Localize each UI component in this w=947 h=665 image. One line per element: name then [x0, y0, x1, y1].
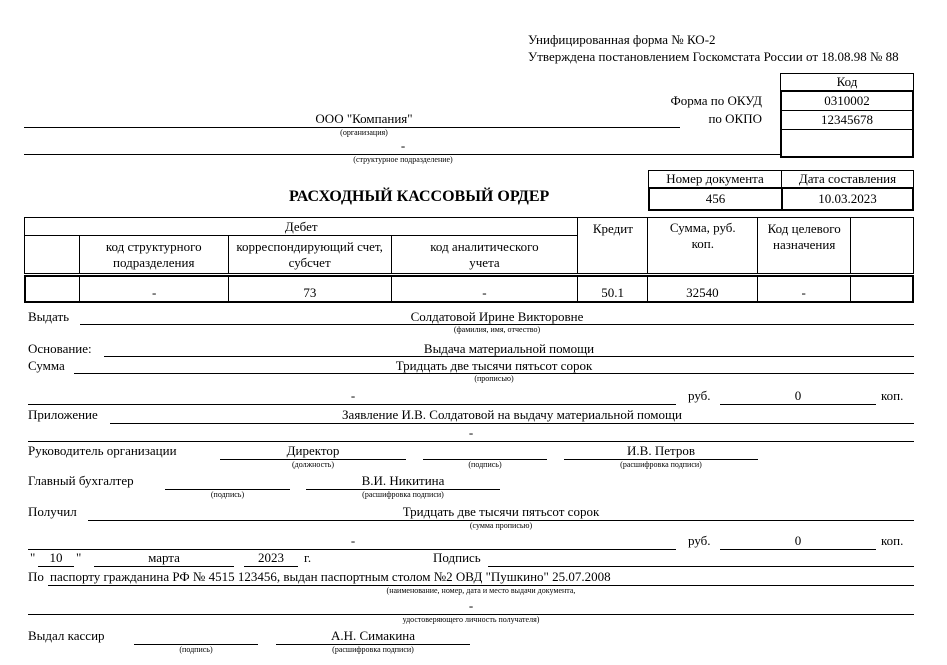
received-value: Тридцать две тысячи пятьсот сорок — [402, 504, 600, 519]
head-name: И.В. Петров — [627, 443, 695, 458]
cashier-name: А.Н. Симакина — [330, 628, 416, 643]
code-box — [780, 90, 914, 158]
org-caption: (организация) — [340, 128, 388, 137]
row-purpose: - — [757, 276, 850, 302]
identity-caption: удостоверяющего личность получателя) — [402, 615, 540, 624]
signature-label: Подпись — [433, 550, 481, 565]
document-title: РАСХОДНЫЙ КАССОВЫЙ ОРДЕР — [289, 188, 550, 205]
row-credit: 50.1 — [578, 276, 648, 302]
kop-value: 0 — [794, 388, 802, 403]
attachment-dash: - — [468, 425, 474, 440]
kop-label: коп. — [881, 388, 904, 403]
cashier-decode-caption: (расшифровка подписи) — [332, 645, 414, 654]
row-analytic: - — [391, 276, 578, 302]
passport-value: паспорту гражданина РФ № 4515 123456, выдан паспортным столом №2 ОВД "Пушкино" 25.07.2008 — [50, 569, 611, 584]
basis-label: Основание: — [28, 341, 92, 356]
struct-col-header: код структурного подразделения — [79, 236, 228, 274]
subdivision-value: - — [400, 138, 406, 153]
okud-value: 0310002 — [782, 92, 912, 111]
table-row — [25, 276, 913, 302]
account-col-header: корреспондирующий счет, субсчет — [228, 236, 391, 274]
basis-value: Выдача материальной помощи — [423, 341, 595, 356]
row-account: 73 — [229, 276, 392, 302]
issue-label: Выдать — [28, 309, 70, 324]
date-quote-open: " — [30, 550, 36, 565]
cashier-sign-caption: (подпись) — [179, 645, 213, 654]
accounting-values-row — [24, 275, 914, 303]
doc-header-row — [648, 170, 914, 188]
issue-caption: (фамилия, имя, отчество) — [453, 325, 541, 334]
doc-date-value: 10.03.2023 — [818, 191, 877, 206]
date-month: марта — [148, 550, 180, 565]
received-kop-label: коп. — [881, 533, 904, 548]
sum-words: Тридцать две тысячи пятьсот сорок — [395, 358, 593, 373]
okpo-value: 12345678 — [782, 111, 912, 130]
attachment-value: Заявление И.В. Солдатовой на выдачу материальной помощи — [342, 407, 682, 422]
accountant-sign-caption: (подпись) — [210, 490, 245, 499]
cashier-label: Выдал кассир — [28, 628, 105, 643]
issue-value: Солдатовой Ирине Викторовне — [410, 309, 584, 324]
doc-number-value: 456 — [650, 189, 783, 209]
analytic-col-header: код аналитического учета — [391, 236, 578, 274]
accountant-name: В.И. Никитина — [361, 473, 445, 488]
accounting-table — [24, 217, 914, 274]
head-sign-caption: (подпись) — [468, 460, 502, 469]
rub-label: руб. — [688, 388, 711, 403]
date-quote-close: " — [76, 550, 82, 565]
received-dash: - — [350, 533, 356, 548]
head-decode-caption: (расшифровка подписи) — [620, 460, 702, 469]
received-label: Получил — [28, 504, 77, 519]
doc-value-row — [648, 187, 914, 211]
head-label: Руководитель организации — [28, 443, 177, 458]
sum-label: Сумма — [28, 358, 65, 373]
passport-dash: - — [468, 598, 474, 613]
form-approval-line: Утверждена постановлением Госкомстата России от 18.08.98 № 88 — [528, 49, 899, 64]
org-name: ООО "Компания" — [315, 111, 413, 126]
date-day: 10 — [49, 550, 63, 565]
debit-header: Дебет — [25, 218, 578, 236]
okpo-label: по ОКПО — [708, 111, 762, 126]
head-position-caption: (должность) — [292, 460, 334, 469]
received-rub-label: руб. — [688, 533, 711, 548]
code-header-cell: Код — [780, 73, 914, 91]
sum-dash: - — [350, 388, 356, 403]
received-caption: (сумма прописью) — [469, 521, 533, 530]
attachment-label: Приложение — [28, 407, 98, 422]
doc-date-label: Дата составления — [798, 171, 897, 186]
date-year: 2023 — [258, 550, 284, 565]
subdivision-caption: (структурное подразделение) — [353, 155, 453, 164]
accountant-decode-caption: (расшифровка подписи) — [362, 490, 444, 499]
passport-caption: (наименование, номер, дата и место выдачи документа, — [386, 586, 576, 595]
date-year-suffix: г. — [304, 550, 312, 565]
row-sum: 32540 — [648, 276, 758, 302]
head-position: Директор — [286, 443, 340, 458]
doc-number-label: Номер документа — [649, 171, 782, 187]
accountant-label: Главный бухгалтер — [28, 473, 134, 488]
form-number-line: Унифицированная форма № КО-2 — [528, 32, 716, 47]
sum-header: Сумма, руб. коп. — [648, 218, 758, 274]
passport-prefix: По — [28, 569, 44, 584]
received-kop-value: 0 — [794, 533, 802, 548]
okud-label: Форма по ОКУД — [670, 93, 762, 108]
credit-header: Кредит — [578, 218, 648, 274]
purpose-header: Код целевого назначения — [758, 218, 851, 274]
sum-caption: (прописью) — [474, 374, 514, 383]
row-struct: - — [80, 276, 229, 302]
